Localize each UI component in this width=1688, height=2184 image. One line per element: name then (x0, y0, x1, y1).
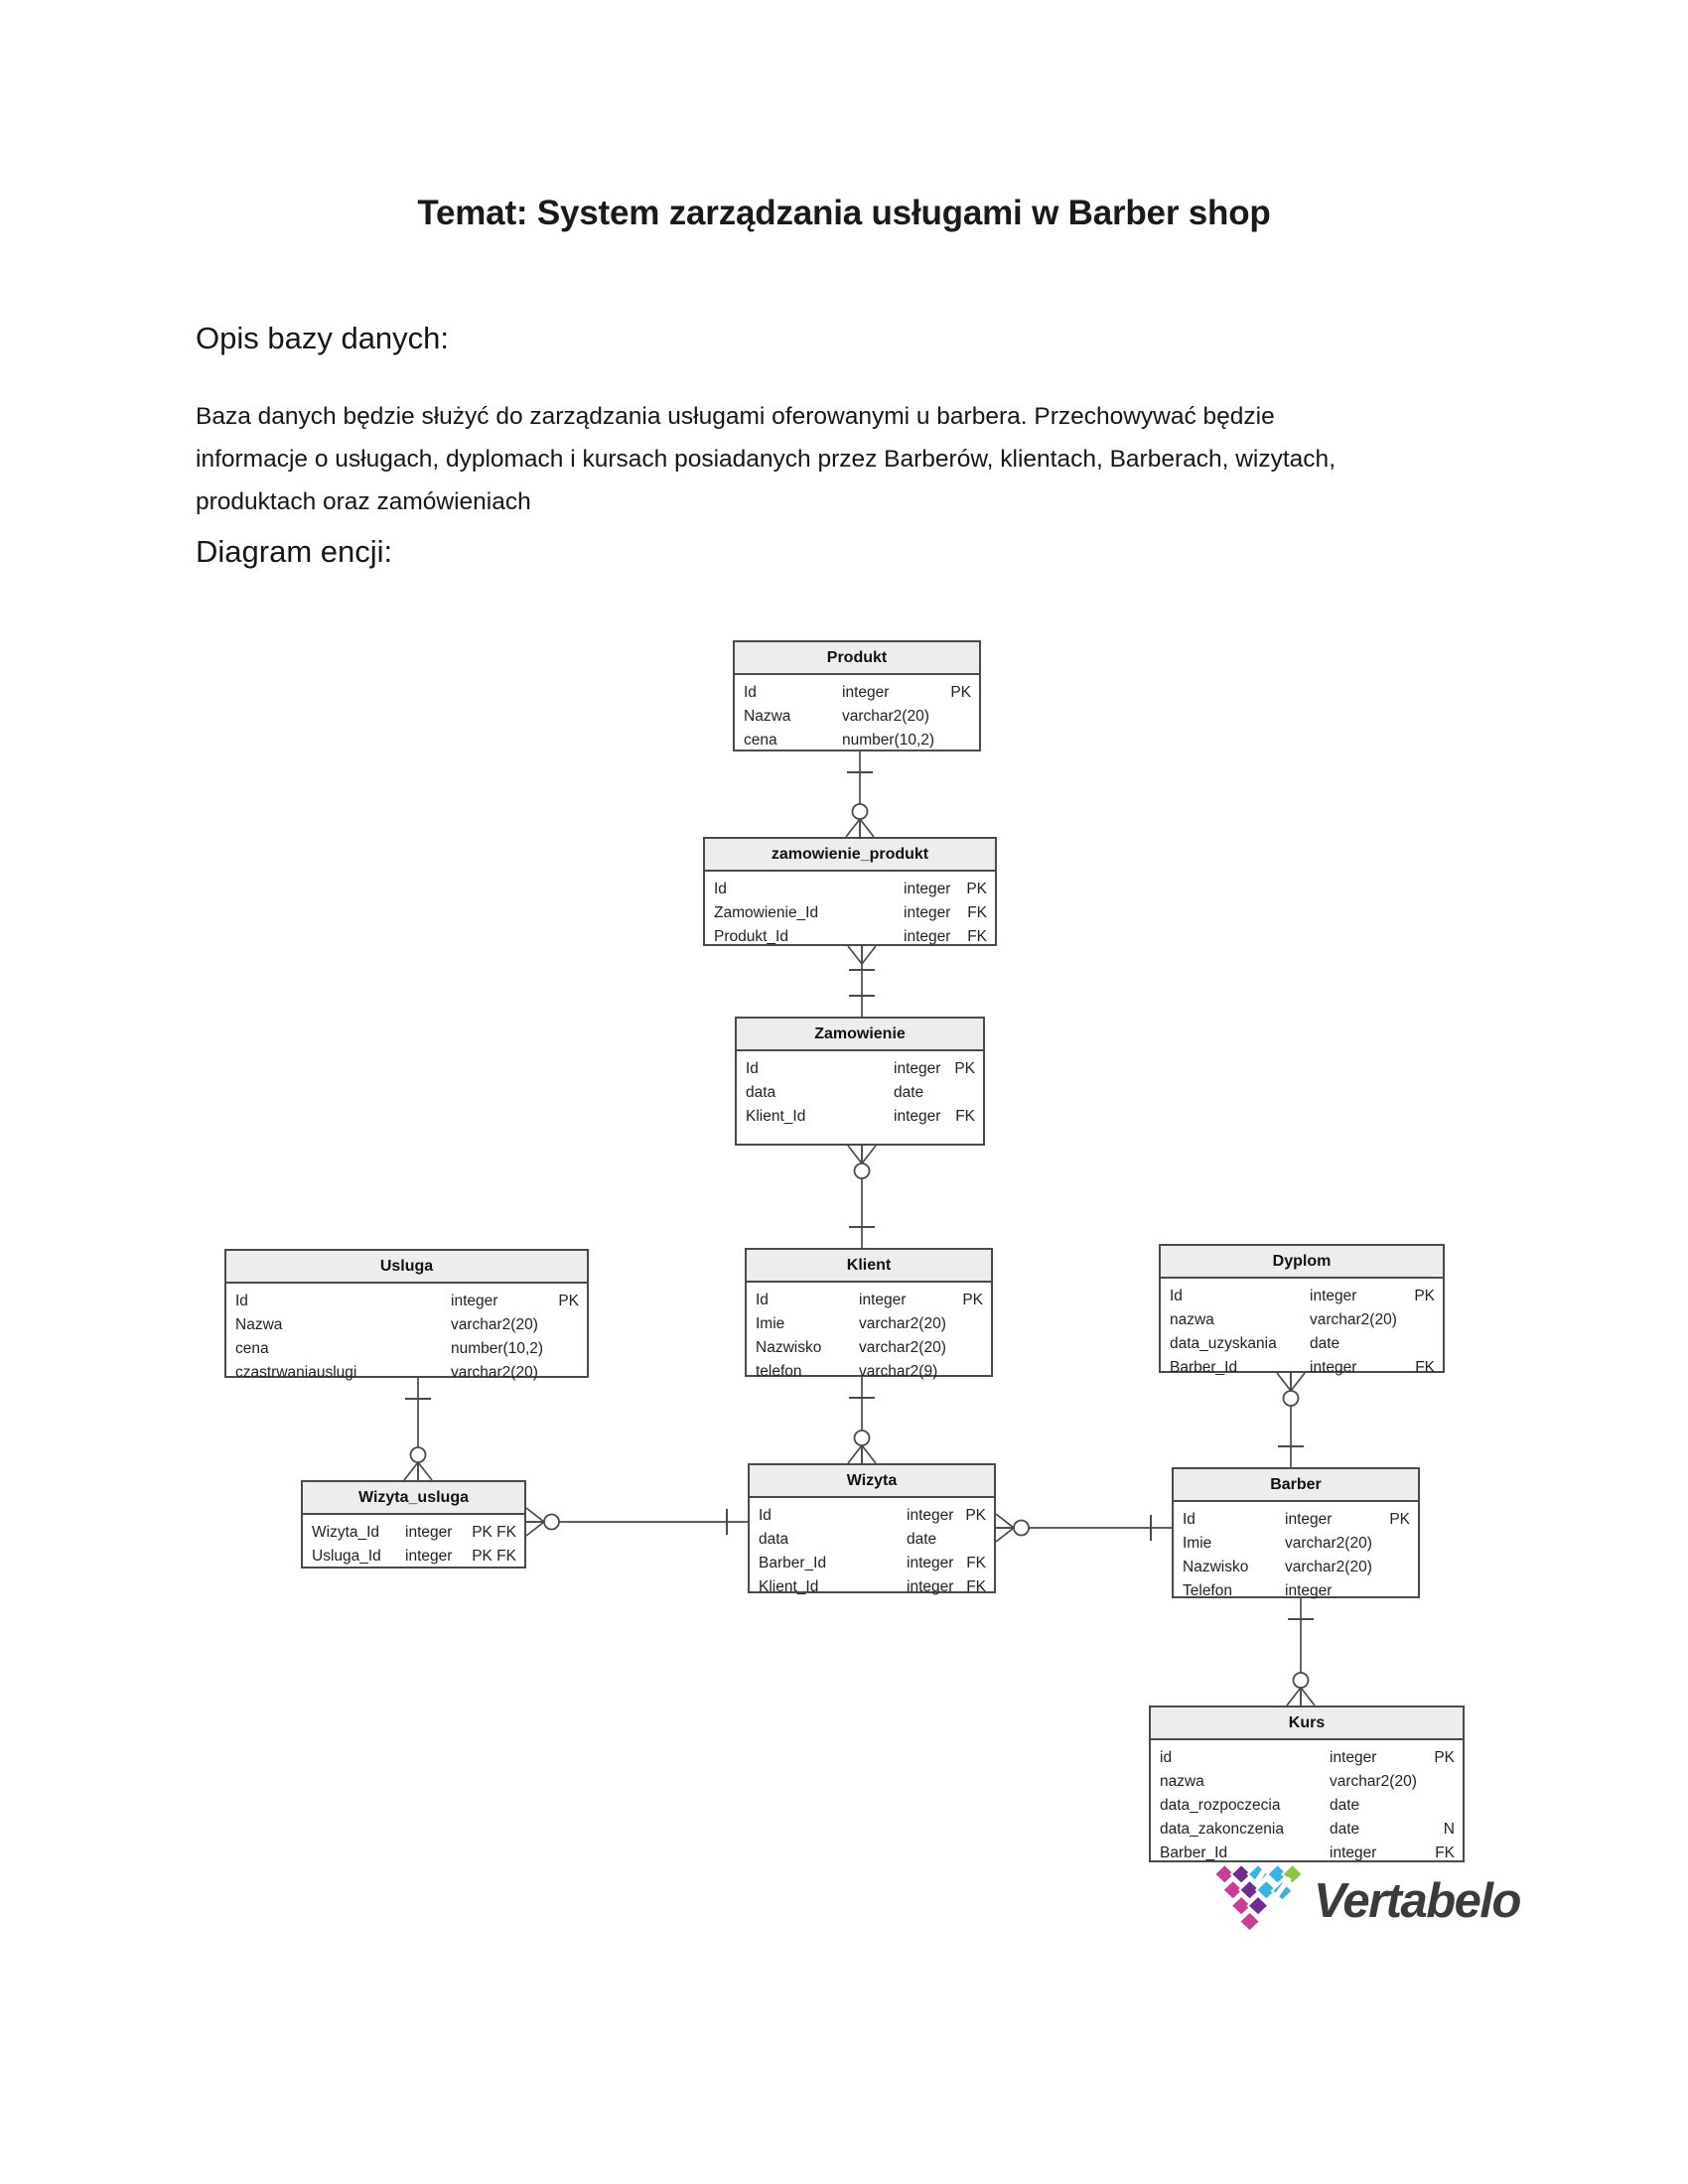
entity-attributes (705, 872, 995, 949)
entity-attributes (226, 1284, 587, 1385)
attribute-key: PK (1414, 1288, 1435, 1304)
entity-Wizyta_usluga (301, 1480, 526, 1569)
attribute-row (756, 1360, 983, 1384)
connector-Wizyta_usluga-Wizyta (526, 1508, 748, 1536)
attribute-name: Klient_Id (759, 1578, 819, 1595)
attribute-row (744, 681, 971, 705)
attribute-row (1160, 1746, 1455, 1770)
entity-title: Barber (1174, 1469, 1418, 1502)
attribute-type: integer (907, 1555, 954, 1571)
attribute-type: integer (859, 1292, 907, 1308)
attribute-type: varchar2(20) (842, 708, 929, 725)
attribute-name: czastrwaniauslugi (235, 1364, 357, 1381)
attribute-row (714, 901, 987, 925)
attribute-row (1183, 1532, 1410, 1556)
vertabelo-logo-text: Vertabelo (1314, 1874, 1520, 1928)
entity-Usluga (224, 1249, 589, 1381)
attribute-name: Usluga_Id (312, 1548, 381, 1565)
entity-attributes (737, 1051, 983, 1129)
attribute-row (744, 729, 971, 752)
attribute-type: date (1310, 1335, 1340, 1352)
attribute-row (746, 1057, 975, 1081)
entity-Produkt (733, 640, 981, 751)
attribute-name: Id (744, 684, 757, 701)
attribute-name: id (1160, 1749, 1173, 1766)
connector-Usluga-Wizyta_usluga (404, 1378, 432, 1480)
attribute-row (1183, 1508, 1410, 1532)
attribute-name: cena (744, 732, 777, 749)
attribute-type: date (907, 1531, 937, 1548)
attribute-row (312, 1545, 516, 1569)
entity-Klient (745, 1248, 993, 1380)
attribute-name: Nazwa (744, 708, 791, 725)
attribute-key: PK (1389, 1511, 1410, 1528)
description-line-3: produktach oraz zamówieniach (196, 488, 531, 515)
attribute-name: Nazwisko (1183, 1559, 1249, 1575)
attribute-key: PK (950, 684, 971, 701)
attribute-row (1160, 1770, 1455, 1794)
attribute-type: integer (451, 1293, 498, 1309)
attribute-row (1160, 1818, 1455, 1842)
entity-title: Wizyta_usluga (303, 1482, 524, 1515)
entity-Kurs (1149, 1706, 1465, 1862)
attribute-row (756, 1289, 983, 1312)
page-title: Temat: System zarządzania usługami w Barber shop (417, 194, 1271, 232)
attribute-row (1160, 1842, 1455, 1865)
attribute-type: varchar2(20) (451, 1316, 538, 1333)
attribute-row (759, 1504, 986, 1528)
attribute-type: varchar2(20) (1285, 1535, 1372, 1552)
attribute-name: nazwa (1160, 1773, 1204, 1790)
attribute-name: cena (235, 1340, 269, 1357)
attribute-key: PK (965, 1507, 986, 1524)
attribute-type: integer (894, 1108, 941, 1125)
attribute-type: varchar2(20) (1330, 1773, 1417, 1790)
attribute-row (1170, 1308, 1435, 1332)
attribute-row (746, 1105, 975, 1129)
attribute-type: integer (405, 1524, 453, 1541)
attribute-type: date (1330, 1821, 1360, 1838)
entity-title: Produkt (735, 642, 979, 675)
attribute-name: Barber_Id (1160, 1844, 1228, 1861)
vertabelo-logo (1215, 1863, 1520, 1939)
attribute-name: data (759, 1531, 789, 1548)
attribute-name: Barber_Id (759, 1555, 827, 1571)
entity-attributes (1161, 1279, 1443, 1380)
attribute-name: Imie (756, 1315, 785, 1332)
attribute-type: varchar2(20) (859, 1315, 946, 1332)
entity-attributes (303, 1515, 524, 1569)
attribute-name: data (746, 1084, 776, 1101)
entity-attributes (750, 1498, 994, 1599)
attribute-key: FK (967, 904, 987, 921)
entity-Zamowienie (735, 1017, 985, 1146)
attribute-row (235, 1337, 579, 1361)
attribute-key: FK (1415, 1359, 1435, 1376)
attribute-row (759, 1552, 986, 1575)
attribute-name: Id (759, 1507, 772, 1524)
attribute-type: integer (1330, 1749, 1377, 1766)
entity-Barber (1172, 1467, 1420, 1598)
entity-title: Usluga (226, 1251, 587, 1284)
section-heading-database-description: Opis bazy danych: (196, 321, 450, 355)
attribute-row (235, 1361, 579, 1385)
attribute-name: telefon (756, 1363, 802, 1380)
attribute-name: Imie (1183, 1535, 1212, 1552)
attribute-type: integer (904, 904, 951, 921)
attribute-type: varchar2(20) (451, 1364, 538, 1381)
attribute-type: varchar2(20) (859, 1339, 946, 1356)
attribute-name: Id (746, 1060, 759, 1077)
attribute-key: FK (966, 1578, 986, 1595)
attribute-row (756, 1312, 983, 1336)
attribute-name: Id (756, 1292, 769, 1308)
attribute-row (1170, 1356, 1435, 1380)
attribute-row (1170, 1332, 1435, 1356)
entity-attributes (735, 675, 979, 752)
attribute-type: integer (1310, 1359, 1357, 1376)
attribute-row (235, 1290, 579, 1313)
attribute-key: PK (558, 1293, 579, 1309)
attribute-key: FK (966, 1555, 986, 1571)
entity-title: Wizyta (750, 1465, 994, 1498)
attribute-type: integer (904, 928, 951, 945)
attribute-name: Nazwisko (756, 1339, 822, 1356)
attribute-row (746, 1081, 975, 1105)
attribute-name: Barber_Id (1170, 1359, 1238, 1376)
attribute-name: data_uzyskania (1170, 1335, 1277, 1352)
entity-attributes (747, 1283, 991, 1384)
section-heading-entity-diagram: Diagram encji: (196, 534, 393, 569)
attribute-name: Klient_Id (746, 1108, 806, 1125)
description-line-1: Baza danych będzie służyć do zarządzania usługami oferowanymi u barbera. Przechowywać będzie (196, 403, 1275, 430)
connector-Dyplom-Barber (1277, 1373, 1305, 1467)
entity-title: Zamowienie (737, 1019, 983, 1051)
attribute-name: data_rozpoczecia (1160, 1797, 1281, 1814)
description-line-2: informacje o usługach, dyplomach i kursach posiadanych przez Barberów, klientach, Barberach, wizytach, (196, 446, 1336, 473)
connector-Wizyta-Barber (996, 1514, 1172, 1542)
attribute-name: nazwa (1170, 1311, 1214, 1328)
attribute-type: varchar2(9) (859, 1363, 938, 1380)
entity-title: zamowienie_produkt (705, 839, 995, 872)
attribute-row (1183, 1556, 1410, 1579)
entity-attributes (1174, 1502, 1418, 1603)
attribute-row (1170, 1285, 1435, 1308)
attribute-type: date (1330, 1797, 1360, 1814)
attribute-type: integer (907, 1507, 954, 1524)
attribute-name: Id (1170, 1288, 1183, 1304)
attribute-key: PK (962, 1292, 983, 1308)
attribute-type: integer (907, 1578, 954, 1595)
attribute-key: PK FK (472, 1524, 516, 1541)
attribute-type: integer (1330, 1844, 1377, 1861)
attribute-row (714, 878, 987, 901)
attribute-name: Telefon (1183, 1582, 1232, 1599)
attribute-name: Zamowienie_Id (714, 904, 819, 921)
attribute-key: PK (966, 881, 987, 897)
attribute-name: data_zakonczenia (1160, 1821, 1284, 1838)
entity-title: Kurs (1151, 1707, 1463, 1740)
attribute-row (714, 925, 987, 949)
connector-Produkt-zamowienie_produkt (846, 751, 874, 837)
attribute-name: Produkt_Id (714, 928, 788, 945)
attribute-type: integer (405, 1548, 453, 1565)
attribute-key: PK (954, 1060, 975, 1077)
attribute-type: number(10,2) (842, 732, 935, 749)
connector-Zamowienie-Klient (848, 1146, 876, 1248)
entity-title: Klient (747, 1250, 991, 1283)
attribute-type: integer (904, 881, 951, 897)
entity-attributes (1151, 1740, 1463, 1865)
attribute-key: PK FK (472, 1548, 516, 1565)
attribute-name: Wizyta_Id (312, 1524, 380, 1541)
attribute-name: Id (235, 1293, 248, 1309)
attribute-row (759, 1528, 986, 1552)
connector-Klient-Wizyta (848, 1377, 876, 1463)
attribute-type: varchar2(20) (1310, 1311, 1397, 1328)
attribute-type: integer (842, 684, 890, 701)
attribute-key: PK (1434, 1749, 1455, 1766)
entity-Dyplom (1159, 1244, 1445, 1376)
attribute-type: integer (894, 1060, 941, 1077)
attribute-row (1183, 1579, 1410, 1603)
attribute-type: number(10,2) (451, 1340, 544, 1357)
attribute-type: integer (1285, 1582, 1333, 1599)
attribute-key: FK (1435, 1844, 1455, 1861)
vertabelo-logo-icon (1215, 1863, 1301, 1939)
attribute-row (1160, 1794, 1455, 1818)
connector-Barber-Kurs (1287, 1598, 1315, 1706)
attribute-name: Id (1183, 1511, 1196, 1528)
connector-zamowienie_produkt-Zamowienie (848, 946, 876, 1017)
attribute-row (744, 705, 971, 729)
attribute-type: integer (1310, 1288, 1357, 1304)
attribute-key: FK (955, 1108, 975, 1125)
attribute-key: N (1443, 1821, 1455, 1838)
attribute-type: integer (1285, 1511, 1333, 1528)
attribute-type: varchar2(20) (1285, 1559, 1372, 1575)
attribute-row (312, 1521, 516, 1545)
entity-Wizyta (748, 1463, 996, 1593)
attribute-row (759, 1575, 986, 1599)
attribute-key: FK (967, 928, 987, 945)
attribute-row (756, 1336, 983, 1360)
attribute-name: Id (714, 881, 727, 897)
attribute-type: date (894, 1084, 924, 1101)
entity-title: Dyplom (1161, 1246, 1443, 1279)
attribute-name: Nazwa (235, 1316, 283, 1333)
entity-zamowienie_produkt (703, 837, 997, 946)
attribute-row (235, 1313, 579, 1337)
